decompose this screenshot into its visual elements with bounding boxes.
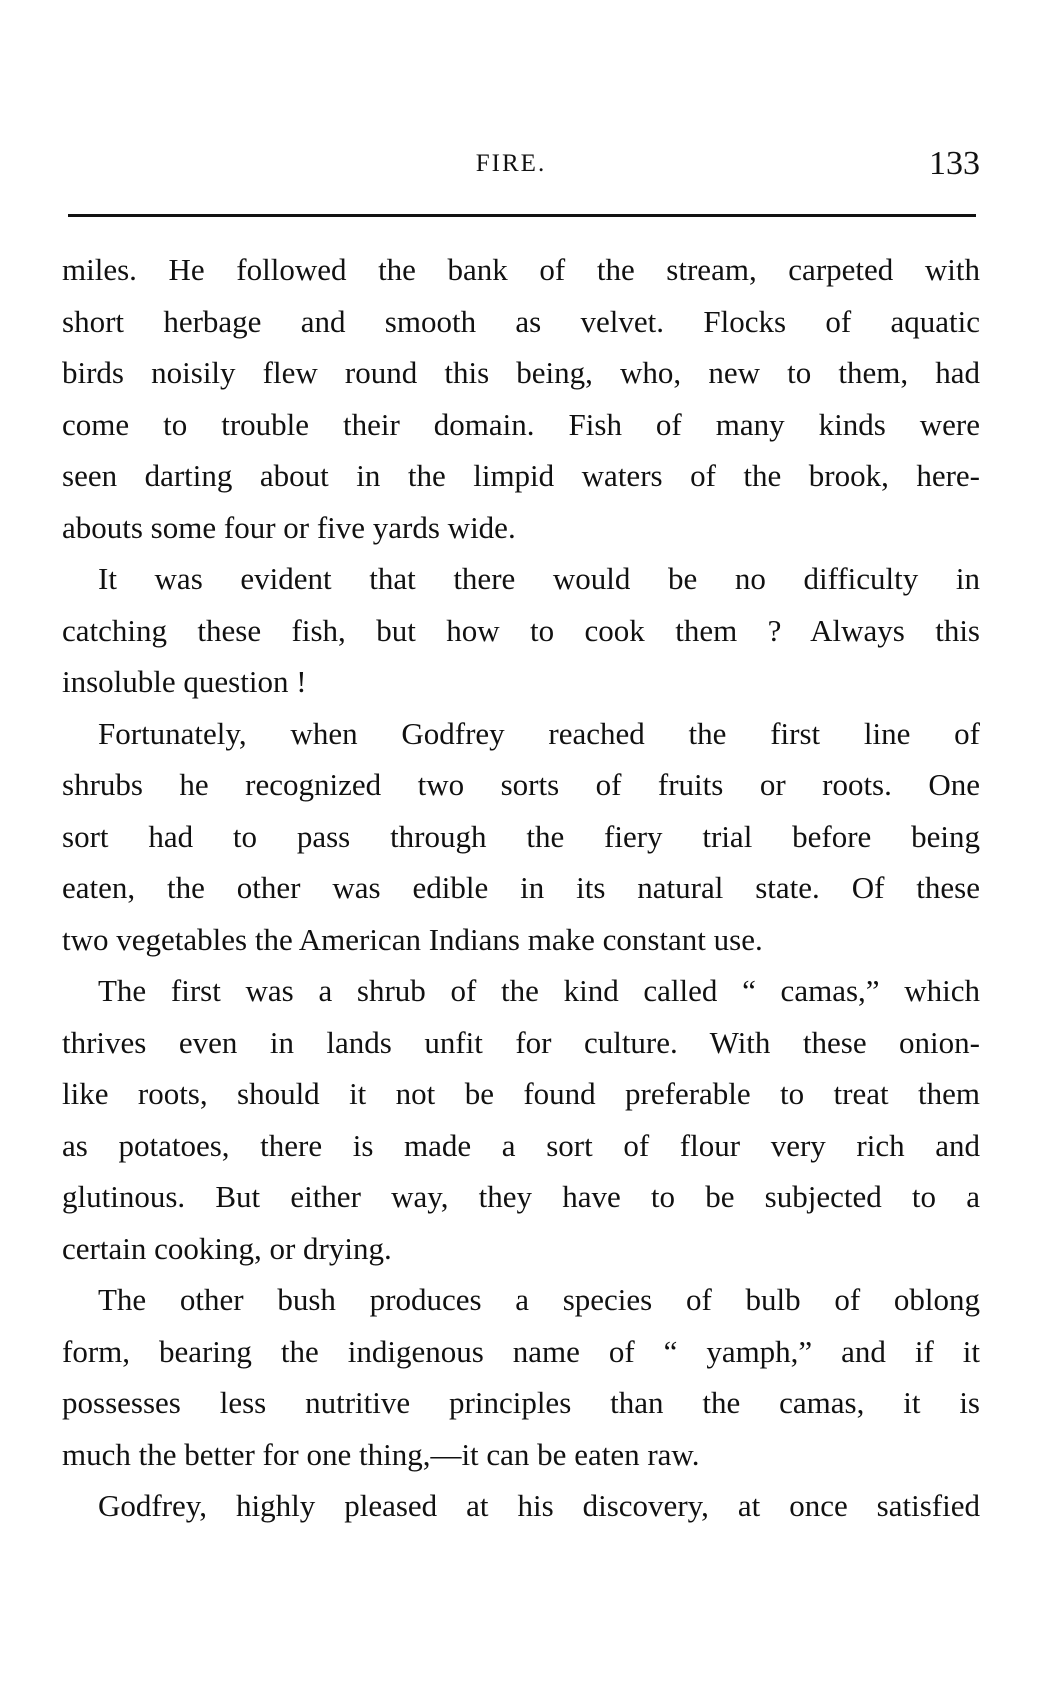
text-line: form, bearing the indigenous name of “ yamph,” and if it <box>62 1333 980 1369</box>
text-line: like roots, should it not be found preferable to treat them <box>62 1076 980 1111</box>
text-line: The first was a shrub of the kind called “ camas,” which <box>98 973 980 1008</box>
text-line: catching these fish, but how to cook them ? Always this <box>62 612 980 648</box>
text-line: shrubs he recognized two sorts of fruits or roots. One <box>62 767 980 802</box>
text-line: short herbage and smooth as velvet. Flocks of aquatic <box>62 303 980 339</box>
text-line: Godfrey, highly pleased at his discovery, at once satisfied <box>98 1488 980 1523</box>
text-line: as potatoes, there is made a sort of flour very rich and <box>62 1127 980 1163</box>
text-line: It was evident that there would be no difficulty in <box>98 561 980 596</box>
header-rule <box>68 214 976 217</box>
text-line: possesses less nutritive principles than the camas, it is <box>62 1385 980 1420</box>
text-line: two vegetables the American Indians make constant use. <box>62 921 763 957</box>
text-line: thrives even in lands unfit for culture. With these onion- <box>62 1024 980 1060</box>
text-line: abouts some four or five yards wide. <box>62 509 516 545</box>
text-line: seen darting about in the limpid waters of the brook, here- <box>62 458 980 493</box>
page-header <box>62 146 980 186</box>
text-line: eaten, the other was edible in its natural state. Of these <box>62 870 980 905</box>
text-line: much the better for one thing,—it can be eaten raw. <box>62 1436 700 1472</box>
text-line: sort had to pass through the fiery trial before being <box>62 818 980 854</box>
text-line: The other bush produces a species of bulb of oblong <box>98 1282 980 1317</box>
text-line: insoluble question ! <box>62 664 307 699</box>
text-line: Fortunately, when Godfrey reached the first line of <box>98 715 980 751</box>
text-line: certain cooking, or drying. <box>62 1230 392 1266</box>
running-title: FIRE. <box>475 150 547 177</box>
text-line: glutinous. But either way, they have to be subjected to a <box>62 1179 980 1214</box>
page-number: 133 <box>929 145 980 182</box>
text-line: birds noisily flew round this being, who, new to them, had <box>62 355 980 390</box>
text-line: come to trouble their domain. Fish of many kinds were <box>62 406 980 442</box>
body-text <box>62 244 980 1532</box>
text-line: miles. He followed the bank of the stream, carpeted with <box>62 252 980 287</box>
